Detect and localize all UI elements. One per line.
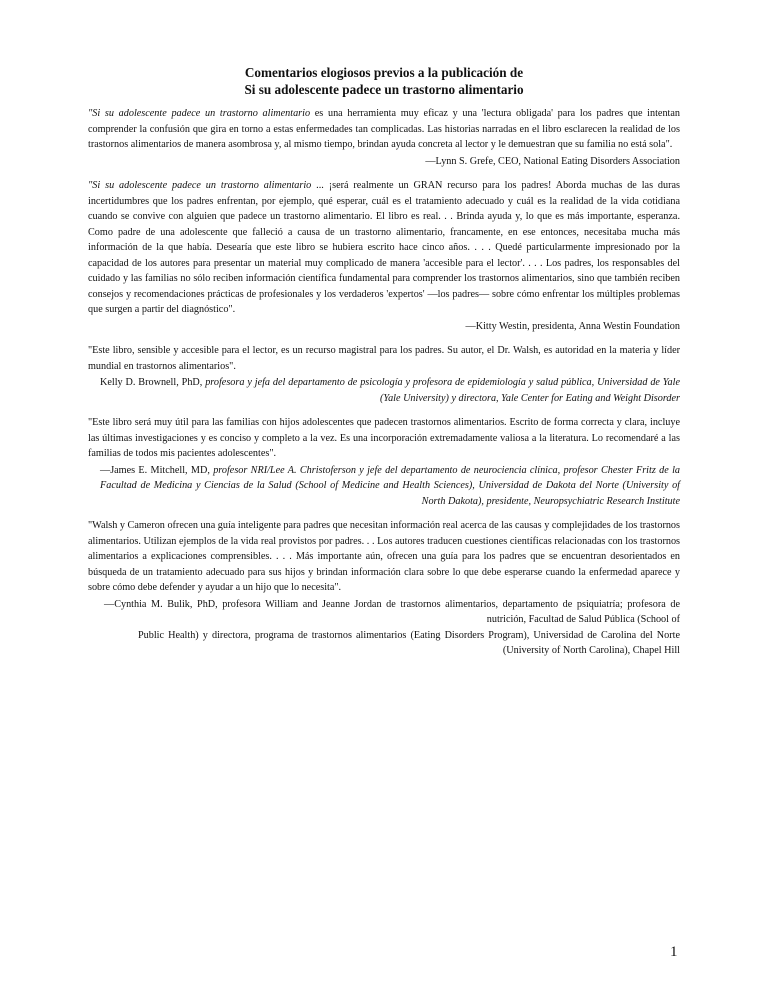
attribution-name: —James E. Mitchell, MD, [100,464,214,476]
page-number: 1 [670,944,678,960]
book-title: "Si su adolescente padece un trastorno alimentario [88,108,311,119]
attribution-1: —Lynn S. Grefe, CEO, National Eating Disorders Association [425,155,680,167]
attribution-3 [88,375,680,406]
title-line-2: Si su adolescente padece un trastorno alimentario [244,82,524,97]
testimonial-4: "Este libro será muy útil para las familias con hijos adolescentes que padecen trastornos alimentarios. Escrito de forma correcta y clara, incluye las últimas investigaciones y es conciso y completo a la vez. Es una incorporación extremadamente valiosa a la literatura. Lo recomendaré a las familias de todos mis pacientes adolescentes". [88,417,680,459]
testimonial-text: es una herramienta muy eficaz y una 'lectura obligada' para los padres que intentan comprender la confusión que gira en torno a estas enfermedades tan complicadas. Las historias narradas en el libro esclarecen la realidad de los trastornos alimentarios de manera asombrosa y, al mismo tiempo, brindan ayuda concreta al lector y le demuestran que su familia no está sola". [88,108,680,150]
testimonial-text: ... ¡será realmente un GRAN recurso para los padres! Aborda muchas de las duras incertidumbres que los padres enfrentan, por ejemplo, qué esperar, cuál es el tratamiento adecuado y cuál es la realidad de la vida cotidiana cuando se convive con alguien que padece un trastorno alimentario. El libro es real. . . Brinda ayuda y, lo que es más importante, esperanza. Como padre de una adolescente que falleció a causa de un trastorno alimentario, francamente, en ese entonces, necesitaba mucha más información de la que había. Desearía que este libro se hubiera escrito hace cinco años. . . . Quedé particularmente impresionado por la capacidad de los autores para presentar un material muy complicado de manera 'accesible para el lector'. . . . Los padres, los responsables del cuidado y las familias no sólo reciben información científica fundamental para comprender los trastornos alimentarios, sino que también reciben consejos y recomendaciones prácticas de profesionales y los verdaderos 'expertos' —los padres— sobre cómo enfrentar los múltiples problemas que surgen a partir del diagnóstico". [88,180,680,315]
attribution-title: profesora y jefa del departamento de psicología y profesora de epidemiología y salud pública, Universidad de Yale (Yale University) y directora, Yale Center for Eating and Weight Disorder [205,377,680,404]
page-title [88,64,680,98]
attribution-5 [88,597,680,659]
attribution-line-2: Public Health) y directora, programa de trastornos alimentarios (Eating Disorders Program), Universidad de Carolina del Norte (University of North Carolina), Chapel Hill [138,629,680,656]
testimonial-5: "Walsh y Cameron ofrecen una guía inteligente para padres que necesitan información real acerca de las causas y complejidades de los trastornos alimentarios. Utilizan ejemplos de la vida real provistos por padres. . . Los autores traducen cuestiones científicas relacionadas con los trastornos alimentarios a explicaciones comprensibles. . . . Más importante aún, ofrecen una guía para los padres que se encuentran desorientados en búsqueda de un tratamiento adecuado para sus hijos y brindan información clara sobre lo que debe esperarse cuando la enfermedad aparece y sobre cómo debe defender y ayudar a un hijo que lo necesita". [88,520,680,593]
testimonial-2 [88,178,680,318]
attribution-4 [88,463,680,510]
testimonial-3: "Este libro, sensible y accesible para el lector, es un recurso magistral para los padres. Su autor, el Dr. Walsh, es autoridad en la materia y líder mundial en trastornos alimentarios". [88,345,680,372]
attribution-2: —Kitty Westin, presidenta, Anna Westin Foundation [465,320,680,332]
attribution-line-1: —Cynthia M. Bulik, PhD, profesora William and Jeanne Jordan de trastornos alimentarios, departamento de psiquiatría; profesora de nutrición, Facultad de Salud Pública (School of [104,598,680,625]
title-line-1: Comentarios elogiosos previos a la publicación de [244,65,524,80]
document-page [88,64,680,668]
attribution-title: profesor NRI/Lee A. Christoferson y jefe del departamento de neurociencia clínica, profesor Chester Fritz de la Facultad de Medicina y Ciencias de la Salud (School of Medicine and Health Sciences), Universidad de Dakota del Norte (University of North Dakota), presidente, Neuropsychiatric Research Institute [100,464,680,507]
attribution-name: Kelly D. Brownell, PhD, [100,377,206,388]
book-title: "Si su adolescente padece un trastorno alimentario [88,180,312,191]
testimonial-1 [88,106,680,153]
